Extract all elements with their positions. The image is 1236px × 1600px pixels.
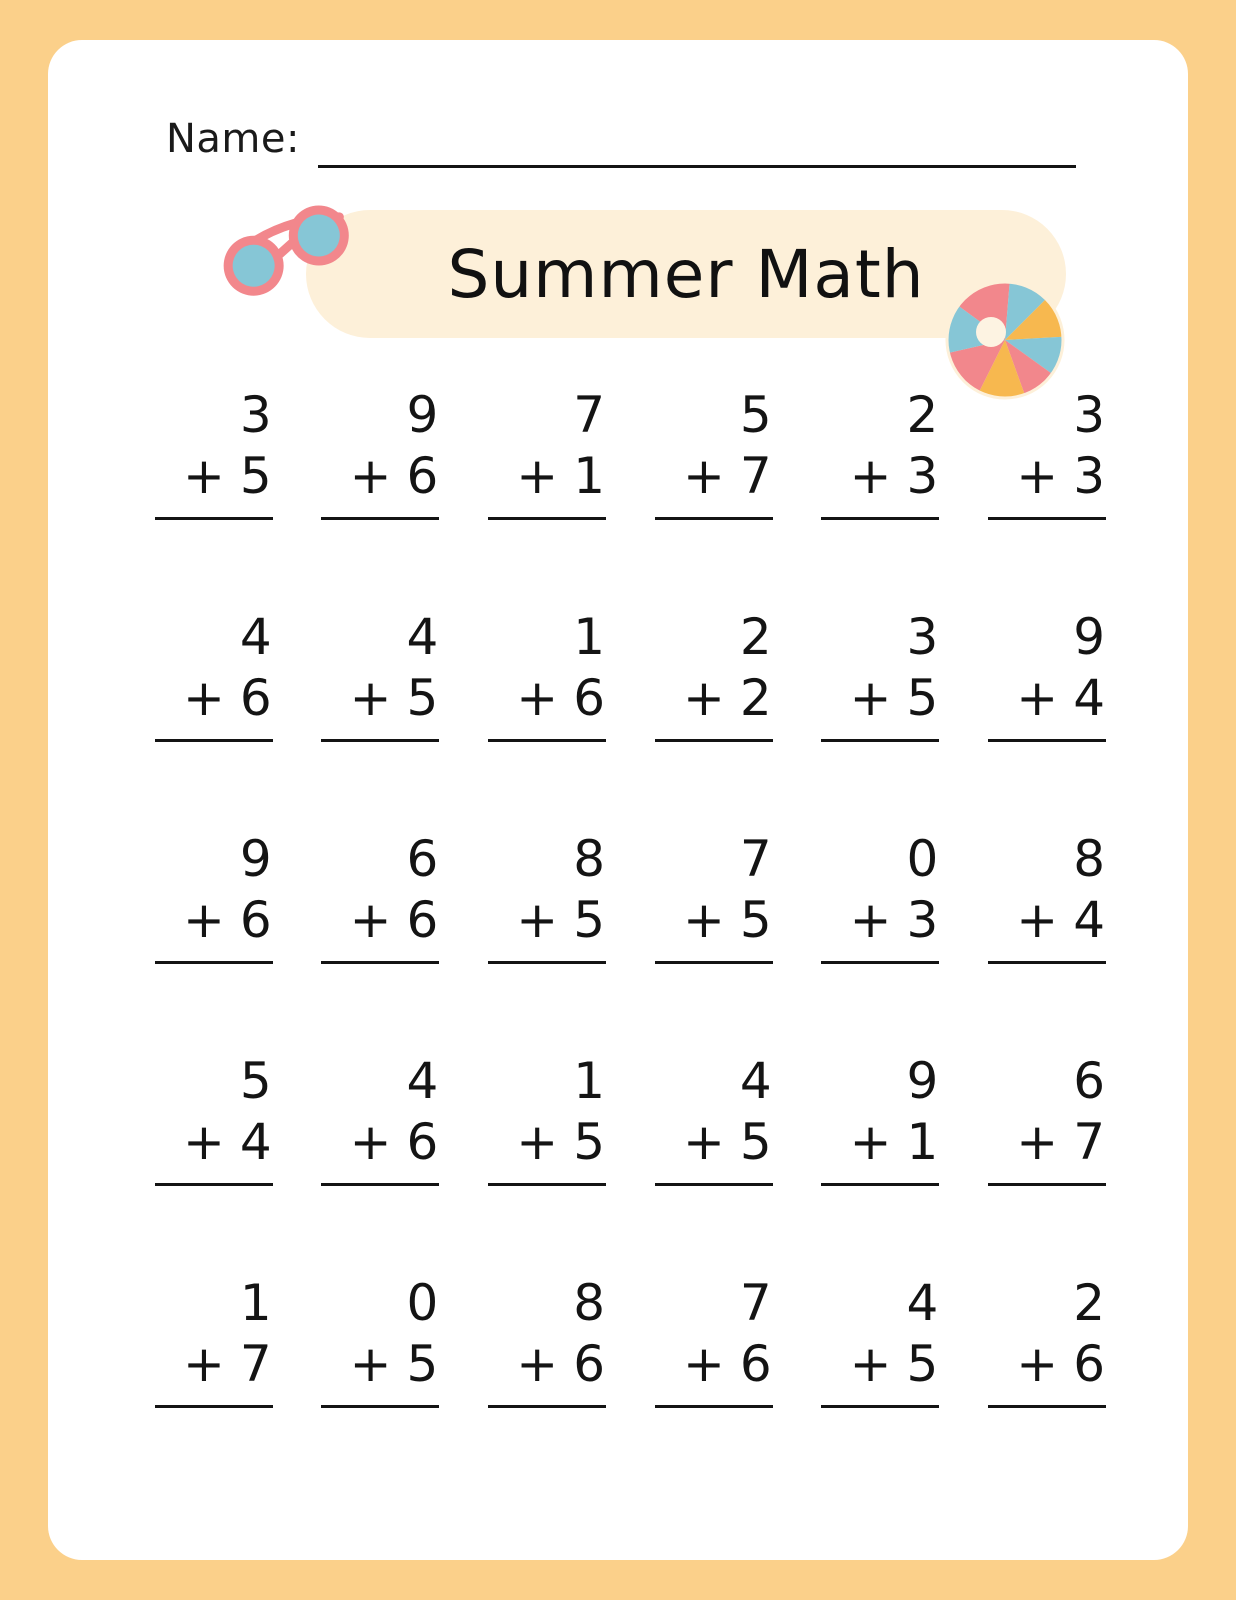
answer-line[interactable]: [321, 961, 439, 964]
operator: +: [182, 1335, 226, 1393]
addend-bottom: 1: [906, 1113, 940, 1171]
operator: +: [849, 1113, 893, 1171]
answer-line[interactable]: [321, 517, 439, 520]
operator: +: [349, 1335, 393, 1393]
answer-line[interactable]: [155, 739, 273, 742]
addend-bottom-row: [350, 1112, 440, 1173]
addend-top: 2: [906, 386, 940, 444]
operator: +: [849, 1335, 893, 1393]
operator: +: [849, 447, 893, 505]
addend-bottom-row: [350, 446, 440, 507]
addend-bottom-row: [183, 1334, 273, 1395]
operator: +: [349, 669, 393, 727]
name-label: Name:: [166, 116, 300, 162]
worksheet-page: [48, 40, 1188, 1560]
addend-top: 8: [1073, 830, 1106, 888]
problem-item: [467, 1051, 634, 1273]
problem-item: [967, 1051, 1134, 1273]
answer-line[interactable]: [488, 1405, 606, 1408]
operator: +: [516, 891, 560, 949]
addend-top: 9: [1073, 608, 1106, 666]
operator: +: [682, 447, 726, 505]
operator: +: [516, 447, 560, 505]
problem-item: [134, 829, 301, 1051]
addend-top: 1: [573, 608, 606, 666]
operator: +: [516, 1113, 560, 1171]
addend-bottom: 5: [739, 1113, 773, 1171]
answer-line[interactable]: [988, 739, 1106, 742]
problem-item: [467, 1273, 634, 1495]
answer-line[interactable]: [155, 961, 273, 964]
page-title: Summer Math: [447, 235, 925, 313]
addend-top: 4: [406, 608, 440, 666]
addend-bottom: 4: [1073, 891, 1106, 949]
answer-line[interactable]: [321, 1183, 439, 1186]
addend-bottom-row: [850, 1112, 940, 1173]
problem-item: [801, 829, 968, 1051]
problem-item: [634, 829, 801, 1051]
operator: +: [849, 891, 893, 949]
operator: +: [682, 891, 726, 949]
addend-bottom: 5: [573, 891, 606, 949]
problem-item: [634, 1273, 801, 1495]
problem-item: [301, 385, 468, 607]
addend-bottom: 6: [406, 1113, 440, 1171]
operator: +: [182, 1113, 226, 1171]
problem-item: [634, 385, 801, 607]
answer-line[interactable]: [321, 1405, 439, 1408]
addend-bottom-row: [683, 668, 773, 729]
answer-line[interactable]: [655, 961, 773, 964]
operator: +: [349, 447, 393, 505]
addend-bottom: 4: [1073, 669, 1106, 727]
addend-top: 6: [406, 830, 440, 888]
answer-line[interactable]: [488, 1183, 606, 1186]
operator: +: [516, 1335, 560, 1393]
operator: +: [1016, 1113, 1060, 1171]
addend-bottom-row: [183, 890, 273, 951]
addend-top: 7: [739, 830, 773, 888]
problem-item: [967, 829, 1134, 1051]
answer-line[interactable]: [155, 517, 273, 520]
addend-bottom-row: [1016, 1334, 1106, 1395]
addend-top: 9: [406, 386, 440, 444]
addend-top: 2: [1073, 1274, 1106, 1332]
addend-bottom: 3: [906, 447, 940, 505]
addend-bottom-row: [1016, 1112, 1106, 1173]
answer-line[interactable]: [655, 739, 773, 742]
problem-item: [301, 1273, 468, 1495]
problem-item: [134, 607, 301, 829]
problem-item: [634, 1051, 801, 1273]
addend-bottom: 2: [739, 669, 773, 727]
problem-item: [134, 385, 301, 607]
addend-bottom: 5: [406, 669, 440, 727]
answer-line[interactable]: [155, 1183, 273, 1186]
title-section: [166, 198, 1076, 358]
addend-bottom: 6: [239, 891, 273, 949]
answer-line[interactable]: [988, 517, 1106, 520]
problem-item: [301, 1051, 468, 1273]
problem-item: [301, 829, 468, 1051]
answer-line[interactable]: [655, 1405, 773, 1408]
addend-top: 0: [406, 1274, 440, 1332]
addend-bottom: 7: [739, 447, 773, 505]
operator: +: [849, 669, 893, 727]
answer-line[interactable]: [821, 1405, 939, 1408]
addend-top: 9: [239, 830, 273, 888]
addend-bottom: 5: [906, 669, 940, 727]
addend-bottom: 3: [906, 891, 940, 949]
operator: +: [1016, 1335, 1060, 1393]
operator: +: [182, 447, 226, 505]
addend-top: 0: [906, 830, 940, 888]
addend-bottom: 5: [739, 891, 773, 949]
operator: +: [349, 1113, 393, 1171]
addend-bottom: 7: [239, 1335, 273, 1393]
addend-top: 3: [239, 386, 273, 444]
addend-bottom: 6: [406, 447, 440, 505]
problem-item: [967, 1273, 1134, 1495]
addend-bottom-row: [1016, 446, 1106, 507]
addend-bottom: 5: [906, 1335, 940, 1393]
problem-item: [301, 607, 468, 829]
answer-line[interactable]: [988, 1405, 1106, 1408]
addend-bottom-row: [183, 1112, 273, 1173]
addend-bottom-row: [683, 1112, 773, 1173]
problem-item: [467, 385, 634, 607]
problem-item: [467, 829, 634, 1051]
answer-line[interactable]: [988, 1183, 1106, 1186]
addend-top: 6: [1073, 1052, 1106, 1110]
addend-bottom-row: [183, 668, 273, 729]
operator: +: [349, 891, 393, 949]
problem-item: [634, 607, 801, 829]
addend-bottom-row: [683, 446, 773, 507]
problem-item: [134, 1051, 301, 1273]
addend-top: 5: [239, 1052, 273, 1110]
addend-top: 9: [906, 1052, 940, 1110]
addend-bottom: 3: [1073, 447, 1106, 505]
addend-bottom-row: [850, 890, 940, 951]
addend-bottom-row: [516, 1112, 606, 1173]
addend-top: 8: [573, 1274, 606, 1332]
addend-bottom: 5: [406, 1335, 440, 1393]
operator: +: [1016, 669, 1060, 727]
addend-bottom: 5: [239, 447, 273, 505]
operator: +: [682, 669, 726, 727]
addend-bottom-row: [1016, 668, 1106, 729]
addend-bottom-row: [1016, 890, 1106, 951]
addend-bottom-row: [683, 1334, 773, 1395]
operator: +: [682, 1113, 726, 1171]
addend-top: 4: [906, 1274, 940, 1332]
addend-bottom-row: [850, 1334, 940, 1395]
problems-grid: [134, 385, 1134, 1495]
addend-bottom-row: [516, 668, 606, 729]
addend-bottom-row: [516, 1334, 606, 1395]
name-row: [166, 98, 1076, 168]
answer-line[interactable]: [821, 961, 939, 964]
answer-line[interactable]: [655, 517, 773, 520]
problem-item: [801, 1051, 968, 1273]
answer-line[interactable]: [821, 517, 939, 520]
problem-item: [801, 1273, 968, 1495]
answer-line[interactable]: [155, 1405, 273, 1408]
answer-line[interactable]: [988, 961, 1106, 964]
addend-bottom: 6: [573, 669, 606, 727]
problem-item: [801, 607, 968, 829]
addend-bottom: 6: [239, 669, 273, 727]
operator: +: [1016, 891, 1060, 949]
addend-top: 7: [573, 386, 606, 444]
problem-item: [134, 1273, 301, 1495]
addend-top: 1: [573, 1052, 606, 1110]
answer-line[interactable]: [655, 1183, 773, 1186]
addend-top: 2: [739, 608, 773, 666]
addend-bottom-row: [850, 668, 940, 729]
addend-bottom: 6: [1073, 1335, 1106, 1393]
addend-top: 7: [739, 1274, 773, 1332]
name-write-line[interactable]: [318, 165, 1076, 168]
addend-bottom-row: [350, 668, 440, 729]
addend-bottom: 6: [573, 1335, 606, 1393]
addend-bottom: 7: [1073, 1113, 1106, 1171]
addend-top: 8: [573, 830, 606, 888]
operator: +: [182, 669, 226, 727]
addend-bottom-row: [683, 890, 773, 951]
addend-bottom: 4: [239, 1113, 273, 1171]
addend-top: 3: [906, 608, 940, 666]
addend-bottom: 6: [739, 1335, 773, 1393]
problem-item: [467, 607, 634, 829]
addend-bottom-row: [516, 890, 606, 951]
answer-line[interactable]: [821, 1183, 939, 1186]
addend-top: 4: [406, 1052, 440, 1110]
addend-top: 5: [739, 386, 773, 444]
addend-bottom-row: [350, 890, 440, 951]
addend-top: 3: [1073, 386, 1106, 444]
addend-bottom-row: [850, 446, 940, 507]
addend-bottom-row: [350, 1334, 440, 1395]
addend-top: 1: [239, 1274, 273, 1332]
addend-top: 4: [739, 1052, 773, 1110]
addend-bottom: 5: [573, 1113, 606, 1171]
addend-bottom-row: [183, 446, 273, 507]
problem-item: [967, 607, 1134, 829]
operator: +: [182, 891, 226, 949]
operator: +: [516, 669, 560, 727]
problem-item: [801, 385, 968, 607]
problem-item: [967, 385, 1134, 607]
addend-top: 4: [239, 608, 273, 666]
answer-line[interactable]: [488, 739, 606, 742]
addend-bottom-row: [516, 446, 606, 507]
answer-line[interactable]: [321, 739, 439, 742]
answer-line[interactable]: [488, 961, 606, 964]
answer-line[interactable]: [821, 739, 939, 742]
addend-bottom: 1: [573, 447, 606, 505]
answer-line[interactable]: [488, 517, 606, 520]
operator: +: [682, 1335, 726, 1393]
addend-bottom: 6: [406, 891, 440, 949]
operator: +: [1016, 447, 1060, 505]
